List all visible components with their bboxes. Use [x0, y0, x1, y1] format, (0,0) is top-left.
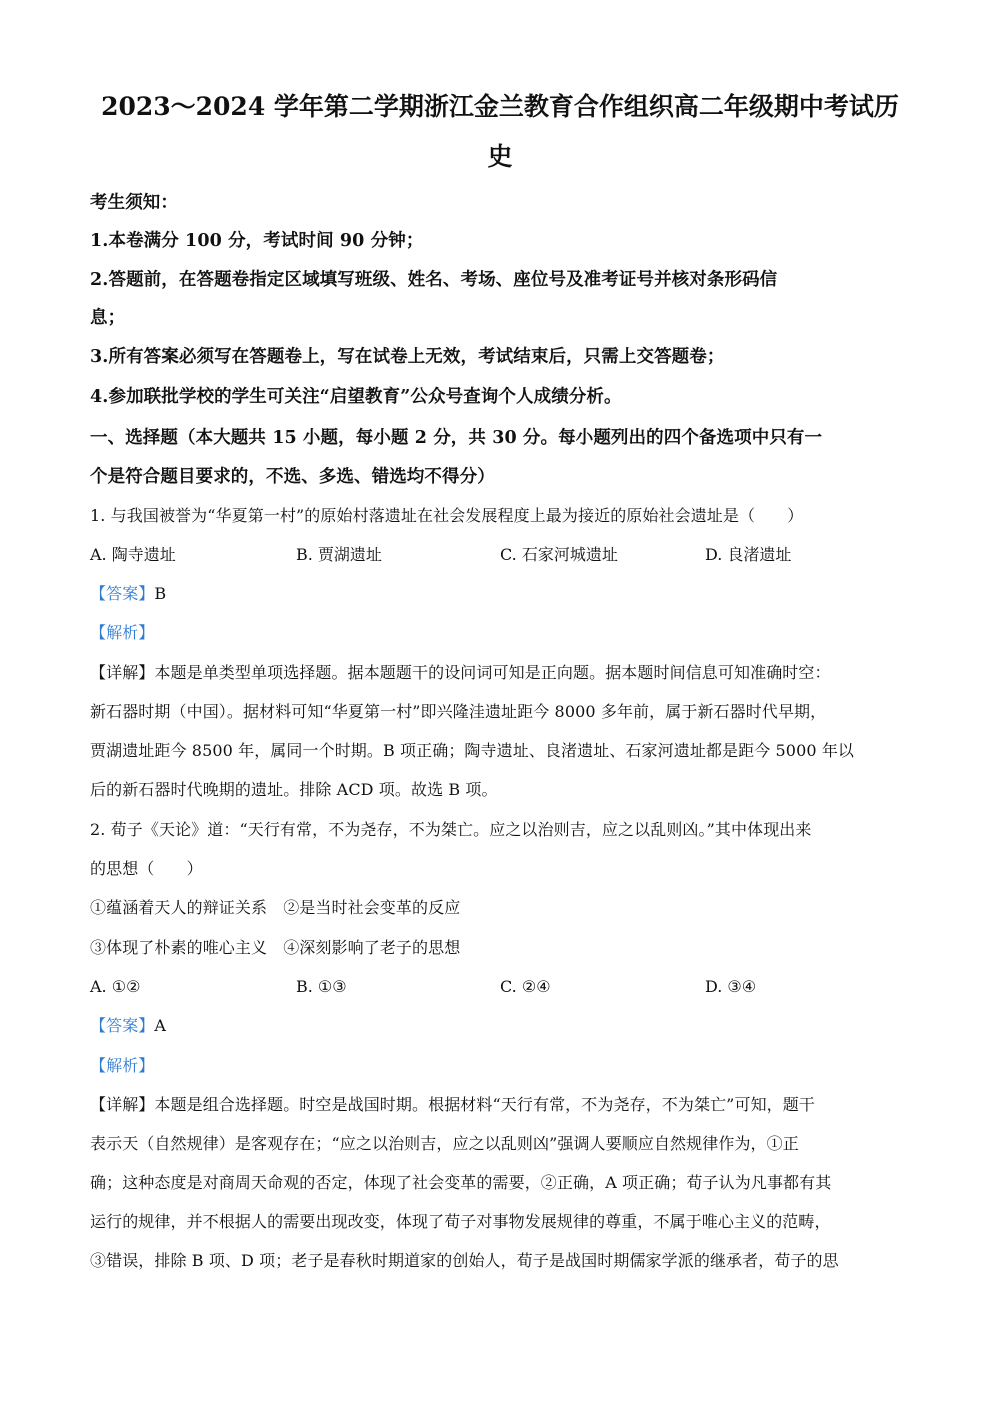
- q2-stem: 的思想（ ）: [90, 859, 203, 878]
- notice-item: 4.参加联批学校的学生可关注“启望教育”公众号查询个人成绩分析。: [90, 387, 622, 407]
- q1-detail-line: 新石器时期（中国）。据材料可知“华夏第一村”即兴隆洼遗址距今 8000 多年前，属于新石器时代早期，: [90, 702, 827, 721]
- q2-answer-line: [90, 1016, 910, 1036]
- notice-heading: 考生须知：: [90, 193, 178, 213]
- q1-detail-text: 本题是单类型单项选择题。据本题题干的设问词可知是正向题。据本题时间信息可知准确时空：: [154, 663, 831, 682]
- exam-title-line-2: 史: [487, 142, 513, 171]
- q1-answer-line: [90, 584, 910, 604]
- q1-option-b: B. 贾湖遗址: [296, 545, 382, 564]
- q2-detail-line: 运行的规律，并不根据人的需要出现改变，体现了荀子对事物发展规律的尊重，不属于唯心主义的范畴，: [90, 1212, 831, 1231]
- section-heading-line-2: 个是符合题目要求的，不选、多选、错选均不得分）: [90, 467, 495, 487]
- detail-tag: 【详解】: [90, 1095, 155, 1114]
- q2-analysis-line: [90, 1056, 910, 1076]
- answer-tag: 【答案】: [90, 1016, 155, 1035]
- q1-detail-line: 后的新石器时代晚期的遗址。排除 ACD 项。故选 B 项。: [90, 780, 498, 799]
- notice-item: 3.所有答案必须写在答题卷上，写在试卷上无效，考试结束后，只需上交答题卷；: [90, 347, 725, 367]
- detail-tag: 【详解】: [90, 663, 155, 682]
- q1-stem: 1. 与我国被誉为“华夏第一村”的原始村落遗址在社会发展程度上最为接近的原始社会遗址是（ ）: [90, 506, 804, 525]
- q1-analysis-line: [90, 623, 910, 643]
- q2-statement-line: ①蕴涵着天人的辩证关系 ②是当时社会变革的反应: [90, 898, 461, 917]
- q1-detail-line: [90, 663, 910, 683]
- q2-detail-line: [90, 1095, 910, 1115]
- q1-answer-value: B: [154, 584, 167, 603]
- q2-detail-line: ③错误，排除 B 项、D 项；老子是春秋时期道家的创始人，荀子是战国时期儒家学派的继承者，荀子的思: [90, 1251, 839, 1270]
- exam-title-line-1: 2023～2024 学年第二学期浙江金兰教育合作组织高二年级期中考试历: [101, 92, 899, 121]
- q1-option-a: A. 陶寺遗址: [90, 545, 176, 564]
- analysis-tag: 【解析】: [90, 623, 155, 642]
- q2-detail-text: 本题是组合选择题。时空是战国时期。根据材料“天行有常，不为尧存，不为桀亡”可知，题干: [154, 1095, 815, 1114]
- q2-detail-line: 表示天（自然规律）是客观存在；“应之以治则吉，应之以乱则凶”强调人要顺应自然规律作为，①正: [90, 1134, 799, 1153]
- q2-detail-line: 确；这种态度是对商周天命观的否定，体现了社会变革的需要，②正确，A 项正确；荀子认为凡事都有其: [90, 1173, 832, 1192]
- answer-tag: 【答案】: [90, 584, 155, 603]
- notice-item: 1.本卷满分 100 分，考试时间 90 分钟；: [90, 231, 424, 251]
- q2-option-a: A. ①②: [90, 977, 141, 996]
- q1-detail-line: 贾湖遗址距今 8500 年，属同一个时期。B 项正确；陶寺遗址、良渚遗址、石家河遗址都是距今 5000 年以: [90, 741, 855, 760]
- q2-stem: 2. 荀子《天论》道：“天行有常，不为尧存，不为桀亡。应之以治则吉，应之以乱则凶。”其中体现出来: [90, 820, 812, 839]
- notice-item: 2.答题前，在答题卷指定区域填写班级、姓名、考场、座位号及准考证号并核对条形码信: [90, 270, 778, 290]
- section-heading-line-1: 一、选择题（本大题共 15 小题，每小题 2 分，共 30 分。每小题列出的四个备选项中只有一: [90, 428, 823, 448]
- notice-item: 息；: [90, 308, 126, 328]
- q2-option-d: D. ③④: [705, 977, 757, 996]
- analysis-tag: 【解析】: [90, 1056, 155, 1075]
- q2-option-b: B. ①③: [296, 977, 347, 996]
- q1-option-c: C. 石家河城遗址: [500, 545, 618, 564]
- q2-option-c: C. ②④: [500, 977, 551, 996]
- q1-option-d: D. 良渚遗址: [705, 545, 792, 564]
- q2-statement-line: ③体现了朴素的唯心主义 ④深刻影响了老子的思想: [90, 938, 461, 957]
- q2-answer-value: A: [154, 1016, 167, 1035]
